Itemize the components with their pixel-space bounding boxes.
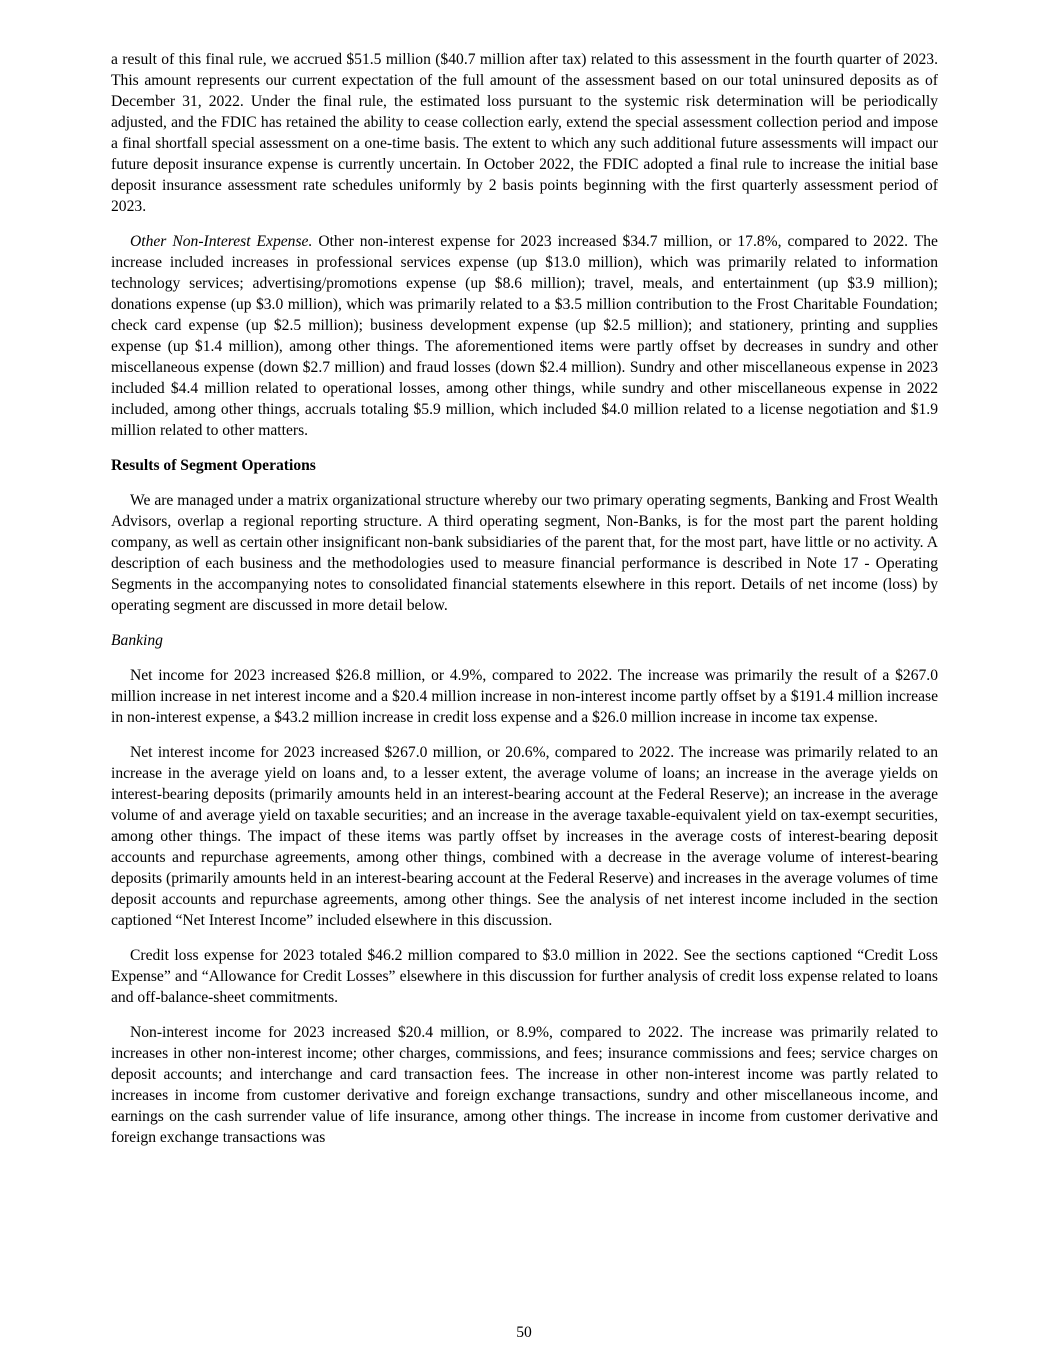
segment-operations-intro: We are managed under a matrix organizational structure whereby our two primary operating segments, Banking and Frost Wealth Advisors, overlap a regional reporting structure. A third operating segment, Non-Banks, is for the most part the parent holding company, as well as certain other insignificant non-bank subsidiaries of the parent that, for the most part, have little or no activity. A description of each business and the methodologies used to measure financial performance is described in Note 17 - Operating Segments in the accompanying notes to consolidated financial statements elsewhere in this report. Details of net income (loss) by operating segment are discussed in more detail below. xyxy=(111,492,938,614)
document-page xyxy=(111,49,938,1162)
other-non-interest-expense-paragraph xyxy=(111,231,938,441)
segment-operations-heading: Results of Segment Operations xyxy=(111,457,316,474)
banking-net-interest-income-paragraph: Net interest income for 2023 increased $267.0 million, or 20.6%, compared to 2022. The increase was primarily related to an increase in the average yield on loans and, to a lesser extent, the average volume of loans; an increase in the average yields on interest-bearing deposits (primarily amounts held in an interest-bearing account at the Federal Reserve); an increase in the average volume of and average yield on taxable securities; and an increase in the average taxable-equivalent yield on tax-exempt securities, among other things. The impact of these items was partly offset by increases in the average costs of interest-bearing deposit accounts and repurchase agreements, among other things, combined with a decrease in the average volume of interest-bearing deposits (primarily amounts held in an interest-bearing account at the Federal Reserve) and increases in the average volumes of time deposit accounts and repurchase agreements, among other things. See the analysis of net interest income included in the section captioned “Net Interest Income” included elsewhere in this discussion. xyxy=(111,744,938,929)
other-non-interest-expense-body: Other non-interest expense for 2023 increased $34.7 million, or 17.8%, compared to 2022. The increase included increases in professional services expense (up $13.0 million), which was primarily related to information technology services; advertising/promotions expense (up $8.6 million); travel, meals, and entertainment (up $3.9 million); donations expense (up $3.0 million), which was primarily related to a $3.5 million contribution to the Frost Charitable Foundation; check card expense (up $2.5 million); business development expense (up $2.5 million); and stationery, printing and supplies expense (up $1.4 million), among other things. The aforementioned items were partly offset by decreases in sundry and other miscellaneous expense (down $2.7 million) and fraud losses (down $2.4 million). Sundry and other miscellaneous expense in 2023 included $4.4 million related to operational losses, among other things, while sundry and other miscellaneous expense in 2022 included, among other things, accruals totaling $5.9 million, which included $4.0 million related to a license negotiation and $1.9 million related to other matters. xyxy=(111,233,938,439)
banking-heading: Banking xyxy=(111,632,163,649)
banking-credit-loss-paragraph: Credit loss expense for 2023 totaled $46.2 million compared to $3.0 million in 2022. See the sections captioned “Credit Loss Expense” and “Allowance for Credit Losses” elsewhere in this discussion for further analysis of credit loss expense related to loans and off-balance-sheet commitments. xyxy=(111,947,938,1006)
fdic-assessment-paragraph: a result of this final rule, we accrued $51.5 million ($40.7 million after tax) related to this assessment in the fourth quarter of 2023. This amount represents our current expectation of the full amount of the assessment based on our total uninsured deposits as of December 31, 2022. Under the final rule, the estimated loss pursuant to the systemic risk determination will be periodically adjusted, and the FDIC has retained the ability to cease collection early, extend the special assessment collection period and impose a final shortfall special assessment on a one-time basis. The extent to which any such additional future assessments will impact our future deposit insurance expense is currently uncertain. In October 2022, the FDIC adopted a final rule to increase the initial base deposit insurance assessment rate schedules uniformly by 2 basis points beginning with the first quarterly assessment period of 2023. xyxy=(111,51,938,215)
other-non-interest-expense-title: Other Non-Interest Expense. xyxy=(130,233,313,250)
page-number: 50 xyxy=(516,1324,532,1341)
banking-non-interest-income-paragraph: Non-interest income for 2023 increased $20.4 million, or 8.9%, compared to 2022. The increase was primarily related to increases in other non-interest income; other charges, commissions, and fees; insurance commissions and fees; service charges on deposit accounts; and interchange and card transaction fees. The increase in other non-interest income was partly related to increases in income from customer derivative and foreign exchange transactions, sundry and other miscellaneous income, and earnings on the cash surrender value of life insurance, among other things. The increase in income from customer derivative and foreign exchange transactions was xyxy=(111,1024,938,1146)
banking-net-income-paragraph: Net income for 2023 increased $26.8 million, or 4.9%, compared to 2022. The increase was primarily the result of a $267.0 million increase in net interest income and a $20.4 million increase in non-interest income partly offset by a $191.4 million increase in non-interest expense, a $43.2 million increase in credit loss expense and a $26.0 million increase in income tax expense. xyxy=(111,667,938,726)
